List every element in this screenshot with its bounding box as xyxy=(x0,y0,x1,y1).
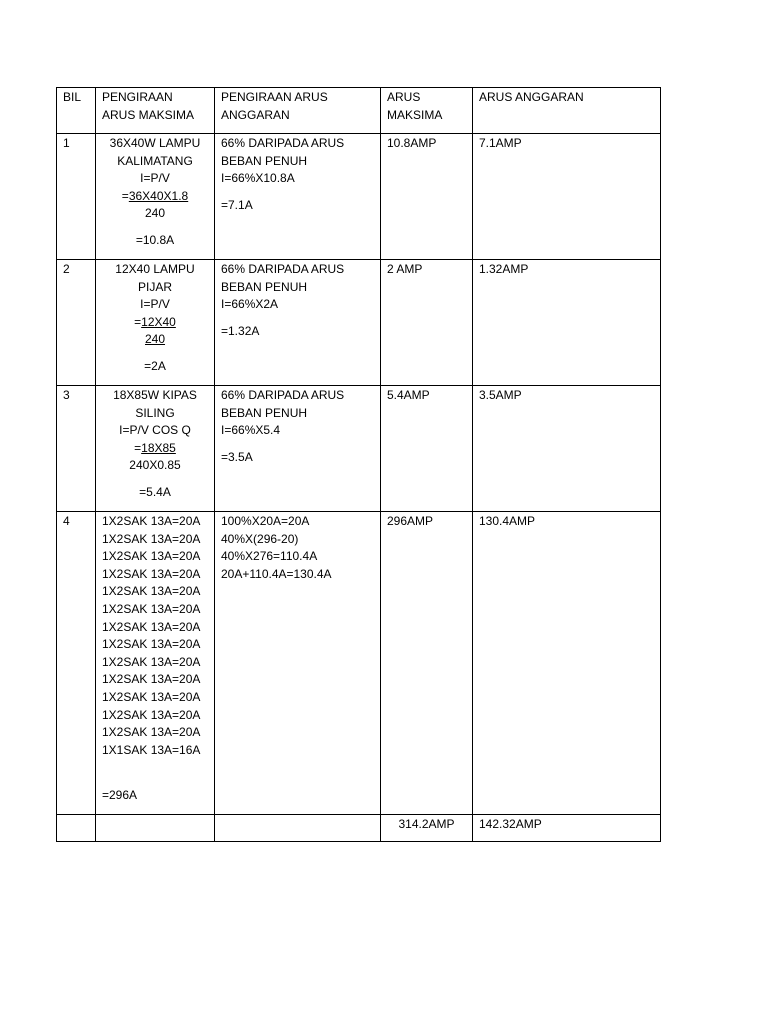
total-arus-anggaran: 142.32AMP xyxy=(473,815,661,842)
row-pengiraan-maksima: 18X85W KIPAS SILING I=P/V COS Q =18X85 240X0.85 =5.4A xyxy=(96,386,215,512)
row-bil: 1 xyxy=(57,134,96,260)
header-row xyxy=(57,88,661,134)
row-pengiraan-maksima: 36X40W LAMPU KALIMATANG I=P/V =36X40X1.8 240 =10.8A xyxy=(96,134,215,260)
total-bil xyxy=(57,815,96,842)
header-arus-maksima: ARUS MAKSIMA xyxy=(381,88,473,134)
header-arus-anggaran: ARUS ANGGARAN xyxy=(473,88,661,134)
header-pengiraan-arus-maksima: PENGIRAAN ARUS MAKSIMA xyxy=(96,88,215,134)
header-bil: BIL xyxy=(57,88,96,134)
table-row xyxy=(57,512,661,815)
header-pengiraan-arus-anggaran: PENGIRAAN ARUS ANGGARAN xyxy=(215,88,381,134)
row-arus-anggaran: 3.5AMP xyxy=(473,386,661,512)
row-arus-maksima: 2 AMP xyxy=(381,260,473,386)
row-arus-maksima: 296AMP xyxy=(381,512,473,815)
row-pengiraan-maksima: 1X2SAK 13A=20A 1X2SAK 13A=20A 1X2SAK 13A=20A 1X2SAK 13A=20A 1X2SAK 13A=20A 1X2SAK 13A=20A 1X2SAK 13A=20A 1X2SAK 13A=20A 1X2SAK 13A=20A 1X2SAK 13A=20A 1X2SAK 13A=20A 1X2SAK 13A=20A 1X2SAK 13A=20A 1X1SAK 13A=16A =296A xyxy=(96,512,215,815)
total-row xyxy=(57,815,661,842)
row-arus-anggaran: 1.32AMP xyxy=(473,260,661,386)
current-calculation-table xyxy=(56,87,661,842)
total-arus-maksima: 314.2AMP xyxy=(381,815,473,842)
total-pengiraan-anggaran xyxy=(215,815,381,842)
row-pengiraan-anggaran: 66% DARIPADA ARUS BEBAN PENUH I=66%X2A =1.32A xyxy=(215,260,381,386)
row-bil: 4 xyxy=(57,512,96,815)
total-pengiraan-maksima xyxy=(96,815,215,842)
row-pengiraan-anggaran: 66% DARIPADA ARUS BEBAN PENUH I=66%X5.4 =3.5A xyxy=(215,386,381,512)
row-arus-anggaran: 130.4AMP xyxy=(473,512,661,815)
table-row xyxy=(57,386,661,512)
row-arus-anggaran: 7.1AMP xyxy=(473,134,661,260)
row-pengiraan-anggaran: 100%X20A=20A 40%X(296-20) 40%X276=110.4A 20A+110.4A=130.4A xyxy=(215,512,381,815)
row-arus-maksima: 10.8AMP xyxy=(381,134,473,260)
table-row xyxy=(57,134,661,260)
row-bil: 2 xyxy=(57,260,96,386)
row-pengiraan-maksima: 12X40 LAMPU PIJAR I=P/V =12X40 240 =2A xyxy=(96,260,215,386)
table-row xyxy=(57,260,661,386)
row-bil: 3 xyxy=(57,386,96,512)
row-arus-maksima: 5.4AMP xyxy=(381,386,473,512)
row-pengiraan-anggaran: 66% DARIPADA ARUS BEBAN PENUH I=66%X10.8A =7.1A xyxy=(215,134,381,260)
